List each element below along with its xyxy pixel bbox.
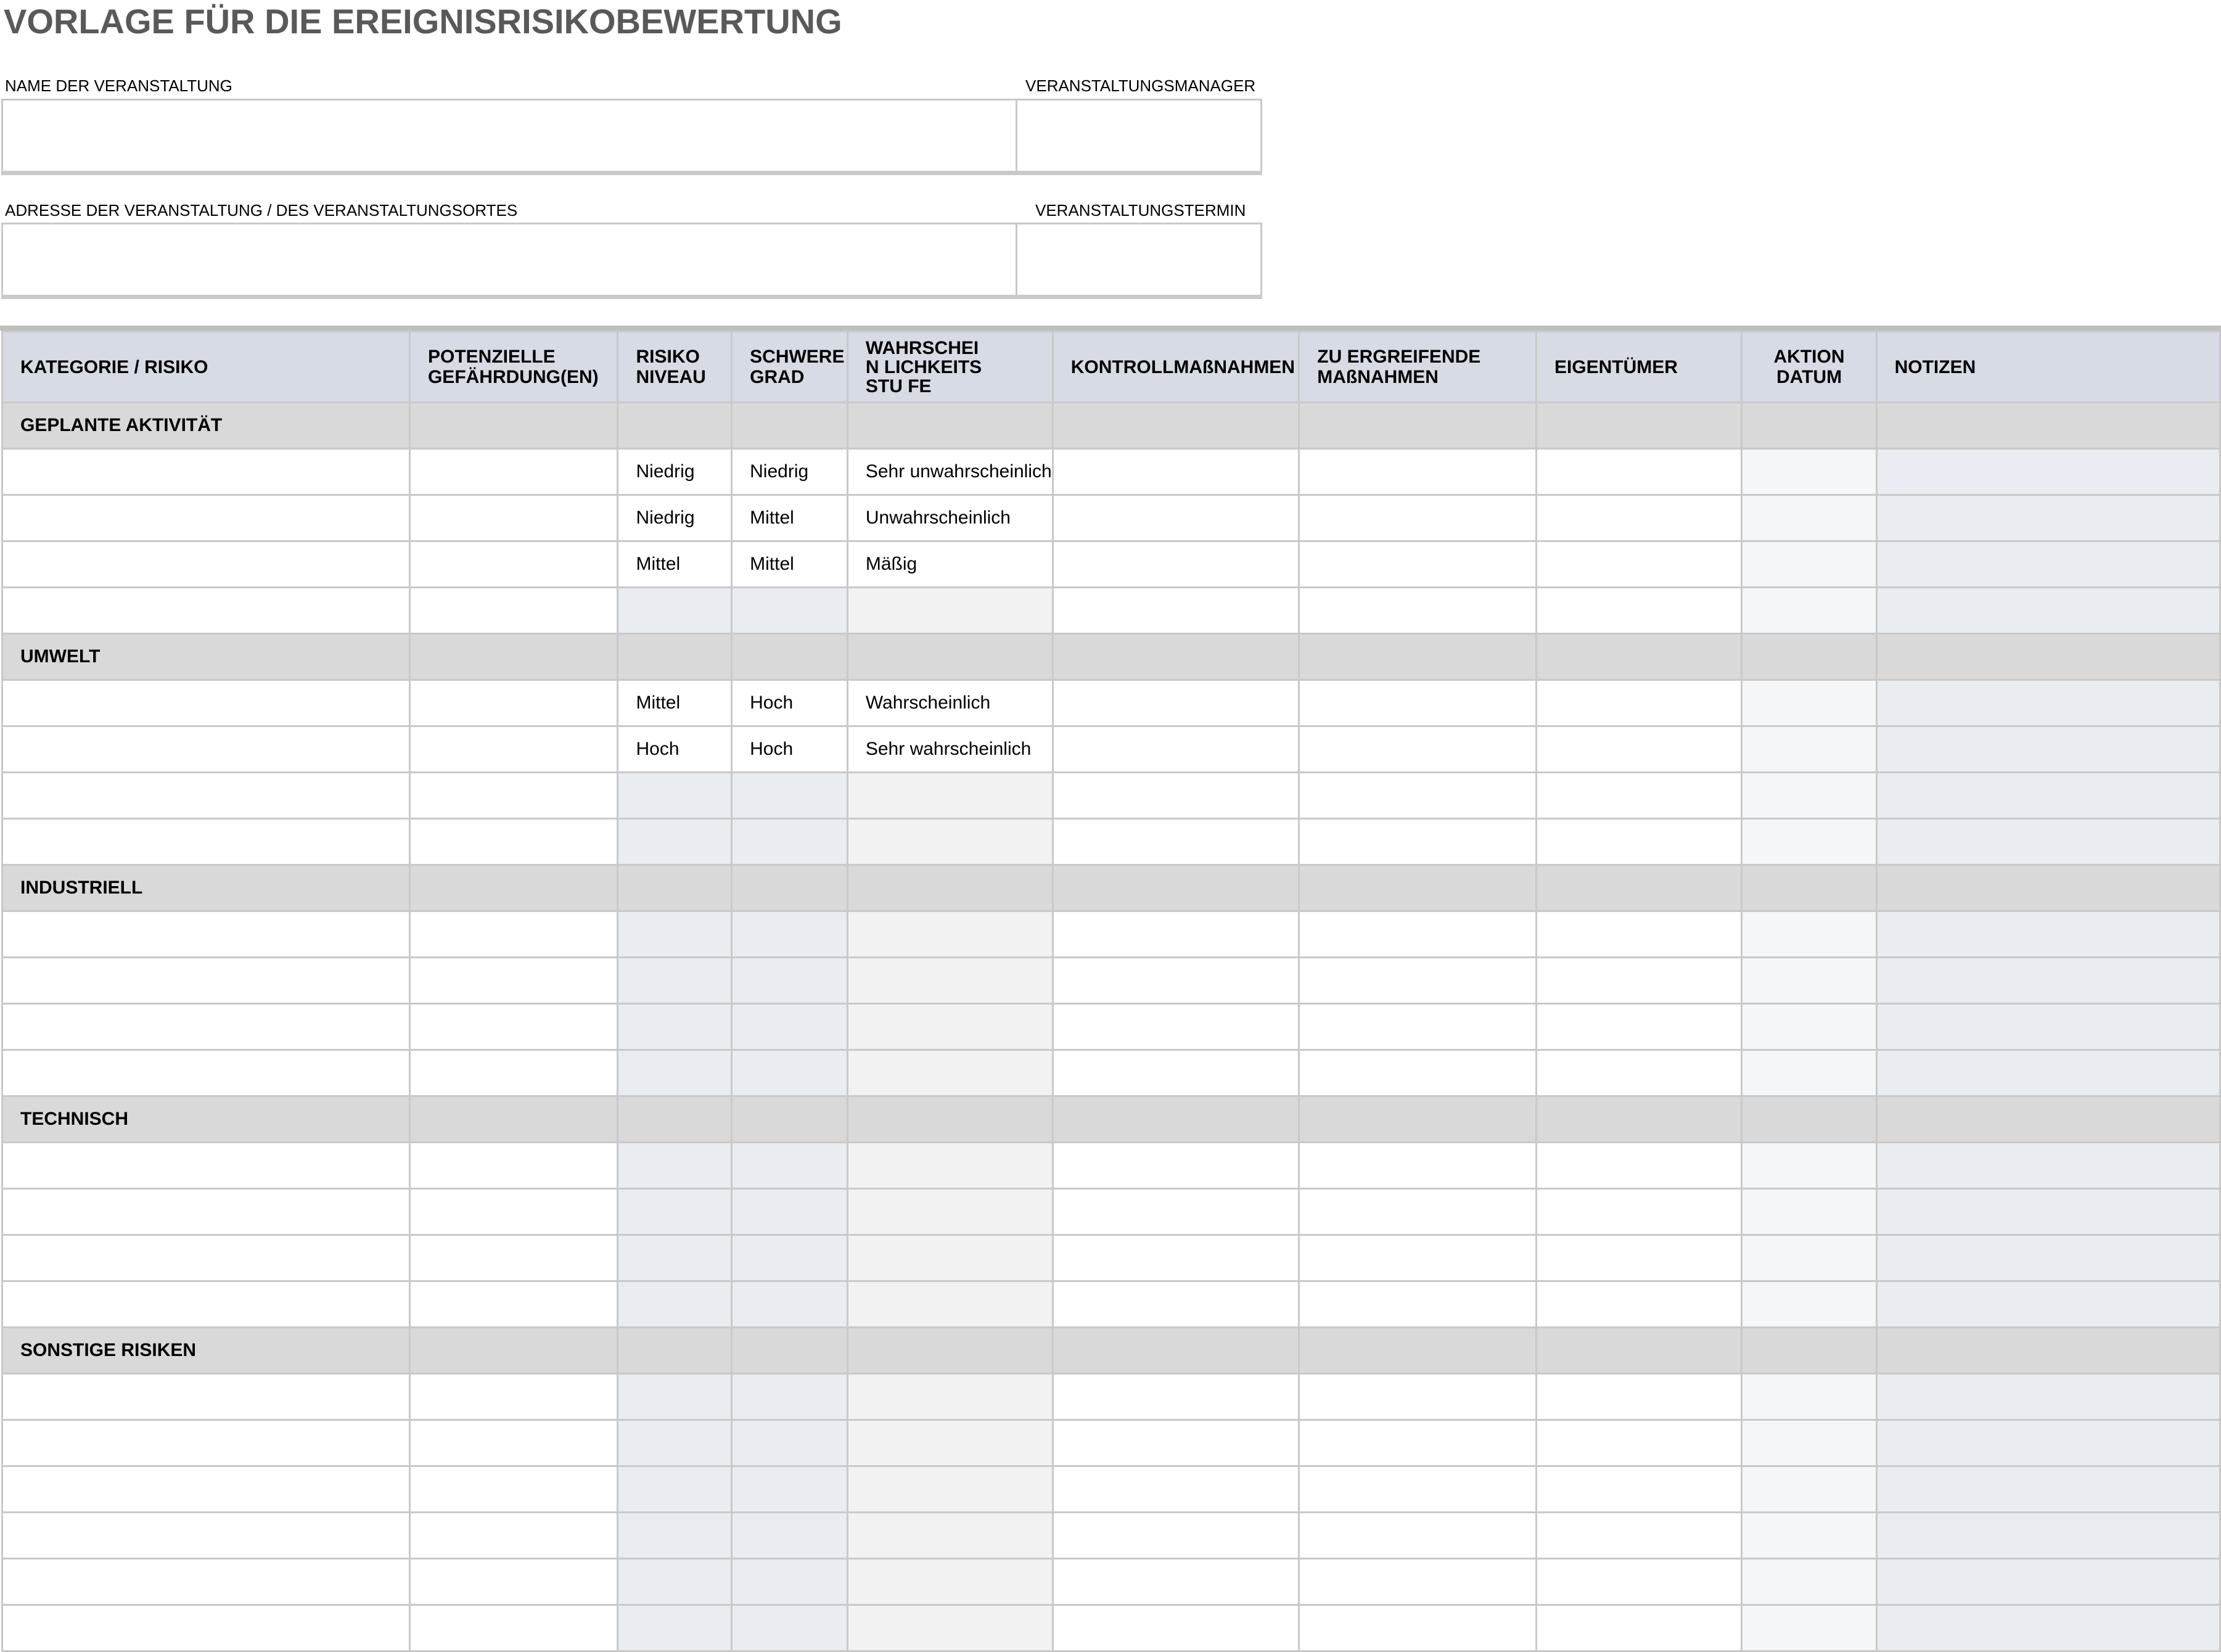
cell-notizen[interactable] [1876, 1513, 2220, 1559]
cell-zu-ergreifen[interactable] [1299, 1513, 1537, 1559]
table-row [2, 911, 2220, 958]
cell-kategorie[interactable] [2, 958, 410, 1004]
cell-schwere[interactable] [732, 1050, 848, 1096]
cell-notizen[interactable] [1876, 958, 2220, 1004]
page-title: VORLAGE FÜR DIE EREIGNISRISIKOBEWERTUNG [4, 2, 842, 41]
cell-zu-ergreifen[interactable] [1299, 1466, 1537, 1513]
cell-kontroll[interactable] [1053, 726, 1299, 773]
cell-zu-ergreifen[interactable] [1299, 726, 1537, 773]
table-row [2, 819, 2220, 865]
cell-wahrscheinlichkeit[interactable] [847, 1513, 1053, 1559]
cell-aktion-datum[interactable] [1742, 588, 1876, 634]
cell-aktion-datum[interactable] [1742, 819, 1876, 865]
cell-risiko[interactable] [618, 1235, 732, 1281]
cell-zu-ergreifen[interactable] [1299, 588, 1537, 634]
cell-notizen[interactable] [1876, 1374, 2220, 1420]
cell-gefaehrdung[interactable] [409, 911, 618, 958]
table-row [2, 1466, 2220, 1513]
table-row [2, 1513, 2220, 1559]
cell-schwere[interactable]: Mittel [732, 541, 848, 588]
cell-zu-ergreifen[interactable] [1299, 1420, 1537, 1466]
cell-schwere[interactable]: Mittel [732, 495, 848, 541]
cell-gefaehrdung[interactable] [409, 819, 618, 865]
cell-wahrscheinlichkeit[interactable] [847, 1420, 1053, 1466]
category-label: SONSTIGE RISIKEN [2, 1328, 410, 1374]
cell-kategorie[interactable] [2, 1281, 410, 1328]
cell-eigentuemer[interactable] [1536, 449, 1742, 495]
cell-kategorie[interactable] [2, 1189, 410, 1235]
cell-notizen[interactable] [1876, 588, 2220, 634]
event-date-label: VERANSTALTUNGSTERMIN [1035, 201, 1246, 220]
cell-gefaehrdung[interactable] [409, 1513, 618, 1559]
cell-kategorie[interactable] [2, 1605, 410, 1651]
cell-kategorie[interactable] [2, 773, 410, 819]
cell-kontroll[interactable] [1053, 1513, 1299, 1559]
event-address-field[interactable] [1, 223, 1017, 299]
cell-zu-ergreifen[interactable] [1299, 819, 1537, 865]
cell-kategorie[interactable] [2, 819, 410, 865]
cell-gefaehrdung[interactable] [409, 1143, 618, 1189]
cell-zu-ergreifen[interactable] [1299, 1004, 1537, 1050]
cell-wahrscheinlichkeit[interactable] [847, 1374, 1053, 1420]
table-top-rule [0, 326, 2221, 331]
cell-eigentuemer[interactable] [1536, 1050, 1742, 1096]
cell-kategorie[interactable] [2, 1559, 410, 1605]
cell-risiko[interactable] [618, 588, 732, 634]
cell-kategorie[interactable] [2, 495, 410, 541]
cell-schwere[interactable] [732, 911, 848, 958]
cell-schwere[interactable] [732, 1559, 848, 1605]
event-name-label: NAME DER VERANSTALTUNG [5, 76, 232, 95]
cell-notizen[interactable] [1876, 1605, 2220, 1651]
cell-risiko[interactable] [618, 1513, 732, 1559]
cell-kontroll[interactable] [1053, 1143, 1299, 1189]
cell-schwere[interactable] [732, 1374, 848, 1420]
cell-zu-ergreifen[interactable] [1299, 958, 1537, 1004]
event-manager-field[interactable] [1016, 99, 1262, 175]
cell-eigentuemer[interactable] [1536, 541, 1742, 588]
cell-wahrscheinlichkeit[interactable] [847, 1281, 1053, 1328]
cell-wahrscheinlichkeit[interactable] [847, 773, 1053, 819]
table-row [2, 1050, 2220, 1096]
cell-aktion-datum[interactable] [1742, 1513, 1876, 1559]
risk-table [1, 331, 2221, 1652]
cell-kategorie[interactable] [2, 1050, 410, 1096]
cell-schwere[interactable] [732, 1420, 848, 1466]
cell-schwere[interactable] [732, 1281, 848, 1328]
cell-risiko[interactable] [618, 1004, 732, 1050]
cell-aktion-datum[interactable] [1742, 773, 1876, 819]
cell-zu-ergreifen[interactable] [1299, 1235, 1537, 1281]
table-body [2, 403, 2220, 1651]
cell-aktion-datum[interactable] [1742, 1559, 1876, 1605]
cell-zu-ergreifen[interactable] [1299, 680, 1537, 726]
cell-kategorie[interactable] [2, 1374, 410, 1420]
cell-zu-ergreifen[interactable] [1299, 449, 1537, 495]
cell-wahrscheinlichkeit[interactable]: Unwahrscheinlich [847, 495, 1053, 541]
event-date-field[interactable] [1016, 223, 1262, 299]
cell-notizen[interactable] [1876, 1235, 2220, 1281]
event-manager-label: VERANSTALTUNGSMANAGER [1025, 76, 1256, 95]
cell-risiko[interactable] [618, 773, 732, 819]
cell-gefaehrdung[interactable] [409, 726, 618, 773]
cell-kontroll[interactable] [1053, 495, 1299, 541]
table-row [2, 588, 2220, 634]
table-row [2, 1235, 2220, 1281]
cell-aktion-datum[interactable] [1742, 541, 1876, 588]
cell-schwere[interactable] [732, 773, 848, 819]
cell-gefaehrdung[interactable] [409, 773, 618, 819]
table-row [2, 1004, 2220, 1050]
cell-kategorie[interactable] [2, 541, 410, 588]
cell-schwere[interactable]: Niedrig [732, 449, 848, 495]
col-header-notizen: NOTIZEN [1876, 332, 2220, 403]
category-row [2, 865, 2220, 911]
cell-kontroll[interactable] [1053, 1466, 1299, 1513]
cell-notizen[interactable] [1876, 1189, 2220, 1235]
cell-risiko[interactable]: Mittel [618, 680, 732, 726]
cell-kategorie[interactable] [2, 1466, 410, 1513]
cell-notizen[interactable] [1876, 911, 2220, 958]
cell-notizen[interactable] [1876, 1420, 2220, 1466]
col-header-zu-ergreifen: ZU ERGREIFENDE MAßNAHMEN [1299, 332, 1537, 403]
cell-risiko[interactable]: Niedrig [618, 449, 732, 495]
cell-notizen[interactable] [1876, 1559, 2220, 1605]
cell-zu-ergreifen[interactable] [1299, 541, 1537, 588]
cell-eigentuemer[interactable] [1536, 726, 1742, 773]
cell-aktion-datum[interactable] [1742, 726, 1876, 773]
cell-gefaehrdung[interactable] [409, 1189, 618, 1235]
cell-aktion-datum[interactable] [1742, 680, 1876, 726]
table-header-row [2, 332, 2220, 403]
cell-risiko[interactable]: Niedrig [618, 495, 732, 541]
cell-schwere[interactable] [732, 958, 848, 1004]
cell-schwere[interactable] [732, 588, 848, 634]
cell-eigentuemer[interactable] [1536, 773, 1742, 819]
cell-eigentuemer[interactable] [1536, 911, 1742, 958]
cell-kontroll[interactable] [1053, 680, 1299, 726]
cell-zu-ergreifen[interactable] [1299, 1559, 1537, 1605]
cell-eigentuemer[interactable] [1536, 1143, 1742, 1189]
col-header-kategorie: KATEGORIE / RISIKO [2, 332, 410, 403]
category-label: TECHNISCH [2, 1096, 410, 1143]
cell-schwere[interactable] [732, 1513, 848, 1559]
table-row [2, 1420, 2220, 1466]
cell-aktion-datum[interactable] [1742, 1143, 1876, 1189]
cell-kategorie[interactable] [2, 1143, 410, 1189]
cell-eigentuemer[interactable] [1536, 1559, 1742, 1605]
cell-schwere[interactable]: Hoch [732, 726, 848, 773]
cell-schwere[interactable] [732, 1605, 848, 1651]
cell-schwere[interactable] [732, 819, 848, 865]
cell-aktion-datum[interactable] [1742, 1189, 1876, 1235]
cell-gefaehrdung[interactable] [409, 588, 618, 634]
cell-wahrscheinlichkeit[interactable] [847, 1189, 1053, 1235]
table-row [2, 1143, 2220, 1189]
cell-notizen[interactable] [1876, 1466, 2220, 1513]
cell-wahrscheinlichkeit[interactable]: Wahrscheinlich [847, 680, 1053, 726]
cell-wahrscheinlichkeit[interactable] [847, 1559, 1053, 1605]
cell-risiko[interactable] [618, 958, 732, 1004]
table-row [2, 1281, 2220, 1328]
col-header-aktion-datum [1742, 332, 1876, 403]
cell-kontroll[interactable] [1053, 1374, 1299, 1420]
cell-kontroll[interactable] [1053, 1605, 1299, 1651]
table-row [2, 958, 2220, 1004]
cell-kontroll[interactable] [1053, 1559, 1299, 1605]
category-row [2, 1328, 2220, 1374]
cell-risiko[interactable]: Mittel [618, 541, 732, 588]
cell-wahrscheinlichkeit[interactable] [847, 1050, 1053, 1096]
cell-risiko[interactable] [618, 1374, 732, 1420]
table-row [2, 773, 2220, 819]
cell-notizen[interactable] [1876, 495, 2220, 541]
cell-kontroll[interactable] [1053, 1004, 1299, 1050]
cell-gefaehrdung[interactable] [409, 1374, 618, 1420]
cell-kontroll[interactable] [1053, 773, 1299, 819]
cell-eigentuemer[interactable] [1536, 1605, 1742, 1651]
cell-eigentuemer[interactable] [1536, 1466, 1742, 1513]
cell-gefaehrdung[interactable] [409, 1281, 618, 1328]
col-header-gefaehrdung: POTENZIELLE GEFÄHRDUNG(EN) [409, 332, 618, 403]
cell-notizen[interactable] [1876, 541, 2220, 588]
cell-aktion-datum[interactable] [1742, 1235, 1876, 1281]
cell-gefaehrdung[interactable] [409, 1466, 618, 1513]
category-label: GEPLANTE AKTIVITÄT [2, 403, 410, 449]
cell-gefaehrdung[interactable] [409, 449, 618, 495]
cell-kategorie[interactable] [2, 680, 410, 726]
cell-kontroll[interactable] [1053, 1235, 1299, 1281]
table-row [2, 680, 2220, 726]
cell-eigentuemer[interactable] [1536, 495, 1742, 541]
cell-wahrscheinlichkeit[interactable]: Sehr wahrscheinlich [847, 726, 1053, 773]
cell-aktion-datum[interactable] [1742, 495, 1876, 541]
cell-wahrscheinlichkeit[interactable]: Mäßig [847, 541, 1053, 588]
table-row [2, 1605, 2220, 1651]
cell-zu-ergreifen[interactable] [1299, 1605, 1537, 1651]
cell-wahrscheinlichkeit[interactable] [847, 1235, 1053, 1281]
cell-kontroll[interactable] [1053, 911, 1299, 958]
cell-risiko[interactable] [618, 819, 732, 865]
cell-notizen[interactable] [1876, 773, 2220, 819]
cell-notizen[interactable] [1876, 1050, 2220, 1096]
cell-notizen[interactable] [1876, 449, 2220, 495]
cell-eigentuemer[interactable] [1536, 1420, 1742, 1466]
cell-schwere[interactable] [732, 1466, 848, 1513]
table-row [2, 541, 2220, 588]
cell-wahrscheinlichkeit[interactable] [847, 1605, 1053, 1651]
cell-schwere[interactable] [732, 1235, 848, 1281]
cell-gefaehrdung[interactable] [409, 541, 618, 588]
cell-kategorie[interactable] [2, 911, 410, 958]
cell-kontroll[interactable] [1053, 541, 1299, 588]
cell-notizen[interactable] [1876, 1004, 2220, 1050]
table-row [2, 449, 2220, 495]
cell-notizen[interactable] [1876, 1281, 2220, 1328]
cell-aktion-datum[interactable] [1742, 1050, 1876, 1096]
event-address-label: ADRESSE DER VERANSTALTUNG / DES VERANSTALTUNGSORTES [5, 201, 518, 220]
cell-eigentuemer[interactable] [1536, 1235, 1742, 1281]
cell-risiko[interactable] [618, 911, 732, 958]
cell-kontroll[interactable] [1053, 1189, 1299, 1235]
cell-gefaehrdung[interactable] [409, 1605, 618, 1651]
cell-kontroll[interactable] [1053, 588, 1299, 634]
cell-kategorie[interactable] [2, 588, 410, 634]
cell-schwere[interactable] [732, 1189, 848, 1235]
cell-eigentuemer[interactable] [1536, 1281, 1742, 1328]
cell-aktion-datum[interactable] [1742, 911, 1876, 958]
table-row [2, 726, 2220, 773]
cell-kategorie[interactable] [2, 1004, 410, 1050]
col-header-eigentuemer: EIGENTÜMER [1536, 332, 1742, 403]
cell-risiko[interactable] [618, 1559, 732, 1605]
cell-kategorie[interactable] [2, 449, 410, 495]
col-header-schwere: SCHWERE GRAD [732, 332, 848, 403]
cell-gefaehrdung[interactable] [409, 495, 618, 541]
cell-risiko[interactable] [618, 1466, 732, 1513]
cell-gefaehrdung[interactable] [409, 1420, 618, 1466]
category-label: INDUSTRIELL [2, 865, 410, 911]
cell-aktion-datum[interactable] [1742, 1420, 1876, 1466]
cell-eigentuemer[interactable] [1536, 680, 1742, 726]
table-row [2, 495, 2220, 541]
cell-aktion-datum[interactable] [1742, 1374, 1876, 1420]
cell-risiko[interactable] [618, 1189, 732, 1235]
cell-gefaehrdung[interactable] [409, 1235, 618, 1281]
cell-aktion-datum[interactable] [1742, 1466, 1876, 1513]
cell-eigentuemer[interactable] [1536, 588, 1742, 634]
col-header-wahrscheinlichkeit [847, 332, 1053, 403]
cell-wahrscheinlichkeit[interactable]: Sehr unwahrscheinlich [847, 449, 1053, 495]
cell-kategorie[interactable] [2, 726, 410, 773]
cell-wahrscheinlichkeit[interactable] [847, 1004, 1053, 1050]
cell-schwere[interactable] [732, 1004, 848, 1050]
cell-kontroll[interactable] [1053, 1050, 1299, 1096]
cell-risiko[interactable] [618, 1281, 732, 1328]
table-row [2, 1189, 2220, 1235]
cell-notizen[interactable] [1876, 819, 2220, 865]
cell-eigentuemer[interactable] [1536, 1513, 1742, 1559]
category-row [2, 403, 2220, 449]
cell-gefaehrdung[interactable] [409, 958, 618, 1004]
cell-kategorie[interactable] [2, 1235, 410, 1281]
cell-gefaehrdung[interactable] [409, 1050, 618, 1096]
cell-zu-ergreifen[interactable] [1299, 773, 1537, 819]
col-header-risiko: RISIKO NIVEAU [618, 332, 732, 403]
cell-zu-ergreifen[interactable] [1299, 1143, 1537, 1189]
cell-eigentuemer[interactable] [1536, 819, 1742, 865]
cell-notizen[interactable] [1876, 726, 2220, 773]
cell-eigentuemer[interactable] [1536, 1189, 1742, 1235]
cell-risiko[interactable] [618, 1605, 732, 1651]
cell-risiko[interactable] [618, 1143, 732, 1189]
cell-eigentuemer[interactable] [1536, 1374, 1742, 1420]
cell-eigentuemer[interactable] [1536, 958, 1742, 1004]
cell-notizen[interactable] [1876, 1143, 2220, 1189]
cell-zu-ergreifen[interactable] [1299, 1050, 1537, 1096]
cell-kategorie[interactable] [2, 1420, 410, 1466]
cell-schwere[interactable] [732, 1143, 848, 1189]
category-row [2, 1096, 2220, 1143]
cell-risiko[interactable] [618, 1420, 732, 1466]
cell-risiko[interactable]: Hoch [618, 726, 732, 773]
cell-kontroll[interactable] [1053, 1281, 1299, 1328]
cell-wahrscheinlichkeit[interactable] [847, 1466, 1053, 1513]
cell-zu-ergreifen[interactable] [1299, 1281, 1537, 1328]
cell-zu-ergreifen[interactable] [1299, 495, 1537, 541]
cell-zu-ergreifen[interactable] [1299, 1374, 1537, 1420]
table-row [2, 1559, 2220, 1605]
cell-kontroll[interactable] [1053, 958, 1299, 1004]
event-name-field[interactable] [1, 99, 1017, 175]
cell-wahrscheinlichkeit[interactable] [847, 911, 1053, 958]
category-row [2, 634, 2220, 680]
cell-wahrscheinlichkeit[interactable] [847, 1143, 1053, 1189]
col-header-kontroll: KONTROLLMAßNAHMEN [1053, 332, 1299, 403]
cell-eigentuemer[interactable] [1536, 1004, 1742, 1050]
cell-kategorie[interactable] [2, 1513, 410, 1559]
cell-notizen[interactable] [1876, 680, 2220, 726]
table-row [2, 1374, 2220, 1420]
cell-aktion-datum[interactable] [1742, 449, 1876, 495]
cell-aktion-datum[interactable] [1742, 1605, 1876, 1651]
cell-gefaehrdung[interactable] [409, 1559, 618, 1605]
cell-wahrscheinlichkeit[interactable] [847, 819, 1053, 865]
col-header-aktion-datum-text: AKTION DATUM [1773, 347, 1845, 387]
col-header-wahrscheinlichkeit-text: WAHRSCHEIN LICHKEITSSTU FE [865, 337, 982, 397]
cell-zu-ergreifen[interactable] [1299, 1189, 1537, 1235]
cell-schwere[interactable]: Hoch [732, 680, 848, 726]
cell-aktion-datum[interactable] [1742, 1281, 1876, 1328]
category-label: UMWELT [2, 634, 410, 680]
cell-zu-ergreifen[interactable] [1299, 911, 1537, 958]
cell-wahrscheinlichkeit[interactable] [847, 588, 1053, 634]
cell-risiko[interactable] [618, 1050, 732, 1096]
cell-kontroll[interactable] [1053, 1420, 1299, 1466]
cell-wahrscheinlichkeit[interactable] [847, 958, 1053, 1004]
cell-aktion-datum[interactable] [1742, 1004, 1876, 1050]
cell-aktion-datum[interactable] [1742, 958, 1876, 1004]
cell-kontroll[interactable] [1053, 449, 1299, 495]
cell-gefaehrdung[interactable] [409, 680, 618, 726]
cell-gefaehrdung[interactable] [409, 1004, 618, 1050]
cell-kontroll[interactable] [1053, 819, 1299, 865]
